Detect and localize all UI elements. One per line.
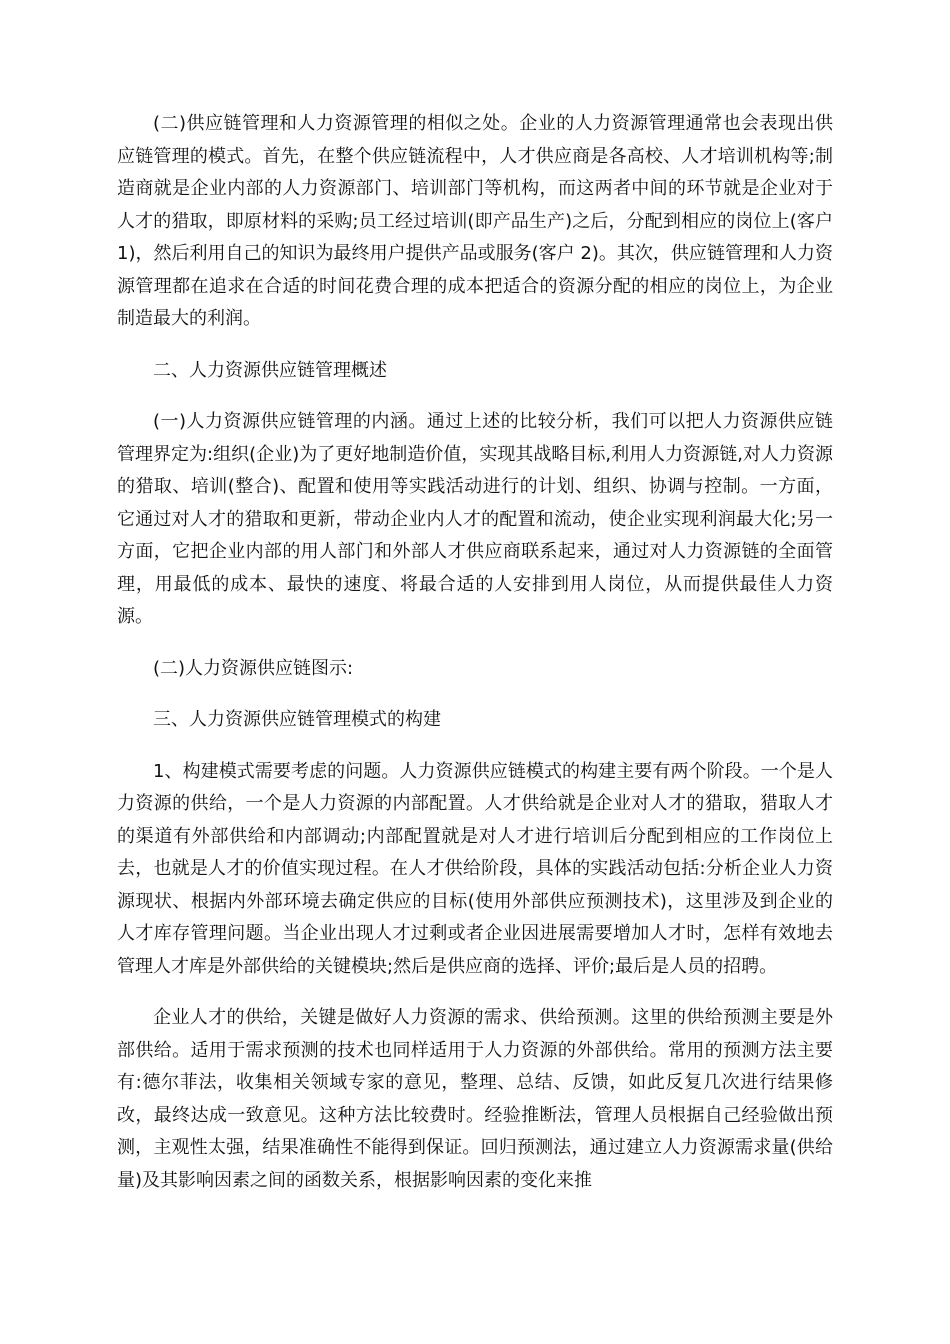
paragraph-similarities: (二)供应链管理和人力资源管理的相似之处。企业的人力资源管理通常也会表现出供应链管理的模式。首先，在整个供应链流程中，人才供应商是各高校、人才培训机构等;制造商就是企业内部的人力资源部门、培训部门等机构，而这两者中间的环节就是企业对于人才的猎取，即原材料的采购;员工经过培训(即产品生产)之后，分配到相应的岗位上(客户 1)，然后利用自己的知识为最终用户提供产品或服务(客户 2)。其次，供应链管理和人力资源管理都在追求在合适的时间花费合理的成本把适合的资源分配的相应的岗位上，为企业制造最大的利润。 [117, 113, 833, 329]
document-page [117, 108, 833, 1216]
paragraph-talent-supply: 企业人才的供给，关键是做好人力资源的需求、供给预测。这里的供给预测主要是外部供给。适用于需求预测的技术也同样适用于人力资源的外部供给。常用的预测方法主要有:德尔菲法，收集相关领域专家的意见，整理、总结、反馈，如此反复几次进行结果修改，最终达成一致意见。这种方法比较费时。经验推断法，管理人员根据自己经验做出预测，主观性太强，结果准确性不能得到保证。回归预测法，通过建立人力资源需求量(供给量)及其影响因素之间的函数关系，根据影响因素的变化来推 [117, 1007, 833, 1191]
paragraph-construction-issues: 1、构建模式需要考虑的问题。人力资源供应链模式的构建主要有两个阶段。一个是人力资源的供给，一个是人力资源的内部配置。人才供给就是企业对人才的猎取，猎取人才的渠道有外部供给和内部调动;内部配置就是对人才进行培训后分配到相应的工作岗位上去，也就是人才的价值实现过程。在人才供给阶段，具体的实践活动包括:分析企业人力资源现状、根据内外部环境去确定供应的目标(使用外部供应预测技术)，这里涉及到企业的人才库存管理问题。当企业出现人才过剩或者企业因进展需要增加人才时，怎样有效地去管理人才库是外部供给的关键模块;然后是供应商的选择、评价;最后是人员的招聘。 [117, 760, 833, 977]
subheading-diagram: (二)人力资源供应链图示: [153, 657, 354, 679]
section-heading-overview: 二、人力资源供应链管理概述 [153, 359, 387, 381]
section-heading-construction: 三、人力资源供应链管理模式的构建 [153, 709, 441, 730]
paragraph-connotation: (一)人力资源供应链管理的内涵。通过上述的比较分析，我们可以把人力资源供应链管理界定为:组织(企业)为了更好地制造价值，实现其战略目标,利用人力资源链,对人力资源的猎取、培训(整合)、配置和使用等实践活动进行的计划、组织、协调与控制。一方面，它通过对人才的猎取和更新，带动企业内人才的配置和流动，使企业实现利润最大化;另一方面，它把企业内部的用人部门和外部人才供应商联系起来，通过对人力资源链的全面管理，用最低的成本、最快的速度、将最合适的人安排到用人岗位，从而提供最佳人力资源。 [117, 411, 833, 627]
